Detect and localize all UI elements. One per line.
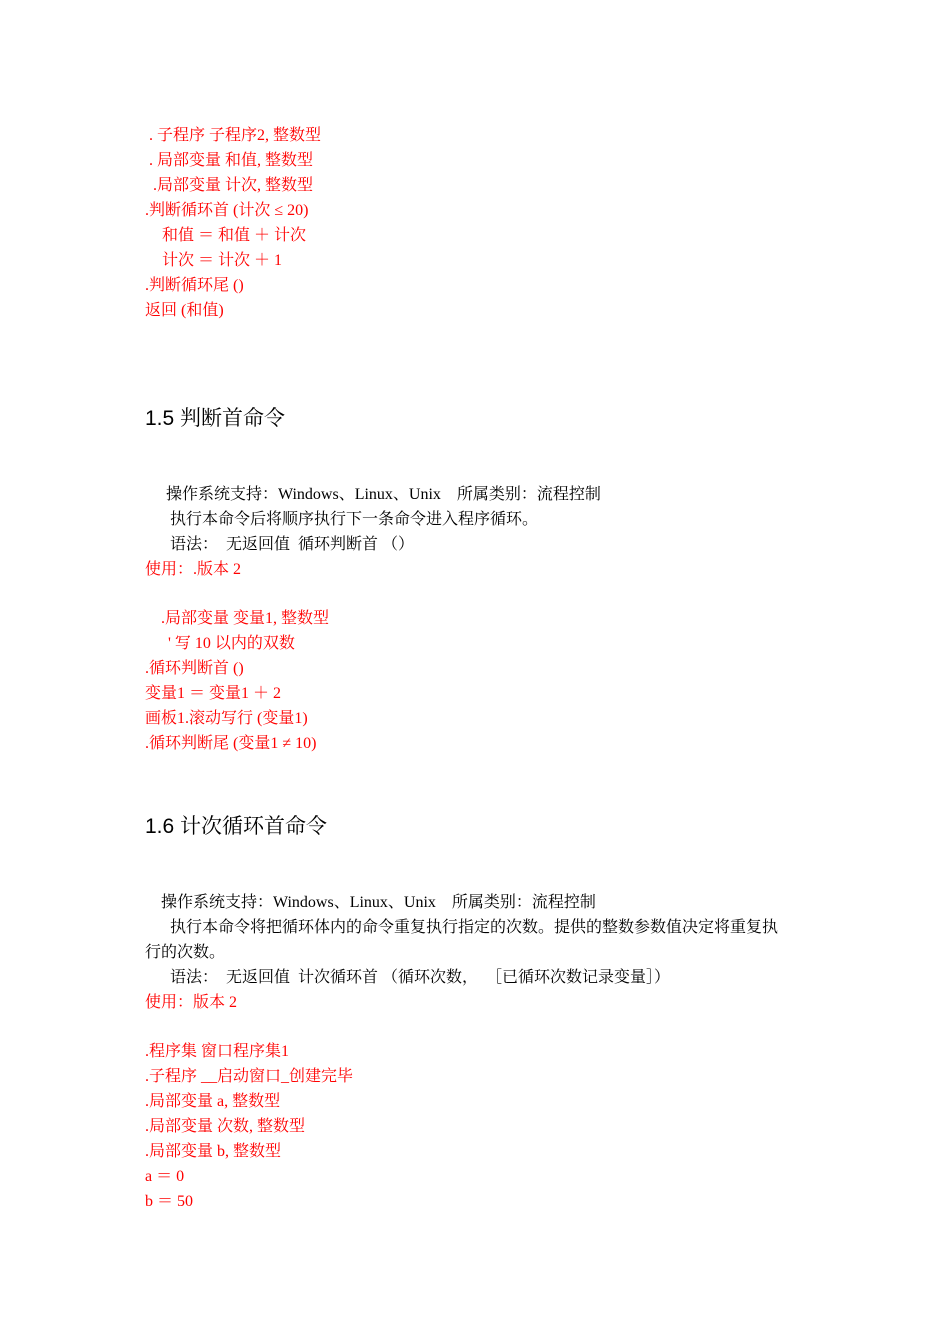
code-line: a ＝ 0 bbox=[145, 1168, 185, 1185]
description-line: 执行本命令后将顺序执行下一条命令进入程序循环。 bbox=[170, 511, 539, 528]
support-line: 操作系统支持：Windows、Linux、Unix 所属类别：流程控制 bbox=[166, 486, 601, 503]
code-line: .判断循环尾 () bbox=[145, 277, 244, 294]
section-heading: 1.5 判断首命令 bbox=[145, 407, 286, 430]
code-line: .循环判断尾 (变量1 ≠ 10) bbox=[145, 735, 317, 752]
code-line: ' 写 10 以内的双数 bbox=[168, 635, 295, 652]
code-line: 和值 ＝ 和值 ＋ 计次 bbox=[162, 227, 307, 244]
syntax-line: 语法： 无返回值 计次循环首 （循环次数， ［已循环次数记录变量］） bbox=[170, 969, 671, 986]
code-line: . 局部变量 和值, 整数型 bbox=[145, 152, 314, 169]
code-line: .局部变量 计次, 整数型 bbox=[145, 177, 314, 194]
usage-line: 使用：版本 2 bbox=[145, 994, 238, 1011]
usage-line: 使用：.版本 2 bbox=[145, 561, 242, 578]
code-line: 画板1.滚动写行 (变量1) bbox=[145, 710, 308, 727]
section-heading: 1.6 计次循环首命令 bbox=[145, 815, 328, 838]
description-line: 行的次数。 bbox=[145, 944, 226, 961]
code-line: 计次 ＝ 计次 ＋ 1 bbox=[162, 252, 283, 269]
code-line: 返回 (和值) bbox=[145, 302, 224, 319]
code-line: .循环判断首 () bbox=[145, 660, 244, 677]
syntax-line: 语法： 无返回值 循环判断首 （） bbox=[170, 536, 415, 553]
code-line: . 子程序 子程序2, 整数型 bbox=[145, 127, 322, 144]
code-line: .局部变量 a, 整数型 bbox=[145, 1093, 281, 1110]
code-line: .程序集 窗口程序集1 bbox=[145, 1043, 290, 1060]
code-line: .子程序 __启动窗口_创建完毕 bbox=[145, 1068, 354, 1085]
code-line: .局部变量 次数, 整数型 bbox=[145, 1118, 306, 1135]
code-line: b ＝ 50 bbox=[145, 1193, 194, 1210]
support-line: 操作系统支持：Windows、Linux、Unix 所属类别：流程控制 bbox=[161, 894, 596, 911]
code-line: .判断循环首 (计次 ≤ 20) bbox=[145, 202, 309, 219]
description-line: 执行本命令将把循环体内的命令重复执行指定的次数。提供的整数参数值决定将重复执 bbox=[170, 919, 779, 936]
code-line: .局部变量 变量1, 整数型 bbox=[161, 610, 330, 627]
code-line: 变量1 ＝ 变量1 ＋ 2 bbox=[145, 685, 282, 702]
code-line: .局部变量 b, 整数型 bbox=[145, 1143, 282, 1160]
